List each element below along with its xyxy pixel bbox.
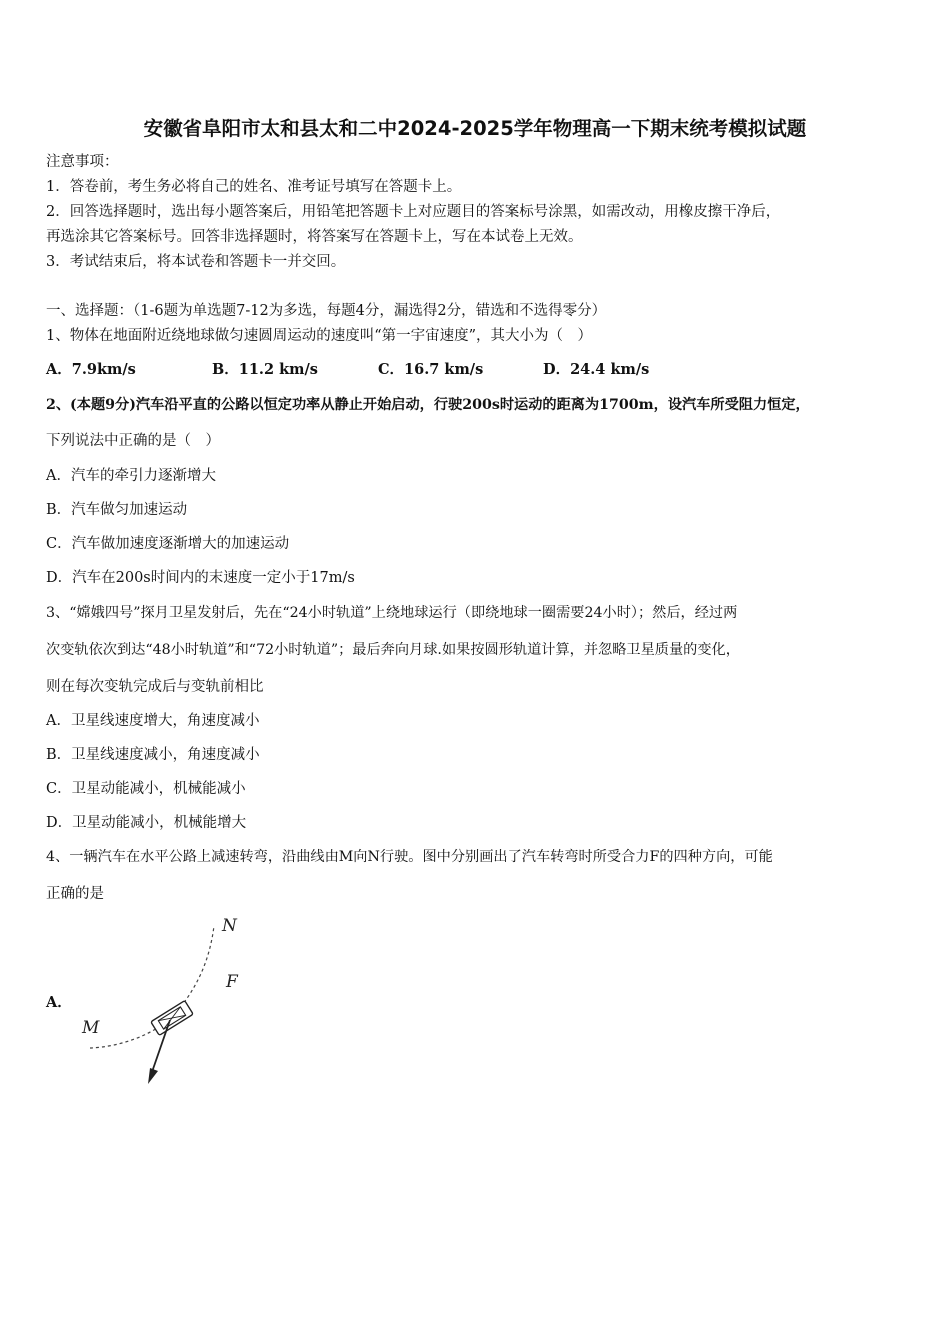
label-m: M: [82, 1018, 100, 1038]
question-1-option-c: C．16.7 km/s: [378, 361, 484, 378]
question-2-option-a: A．汽车的牵引力逐渐增大: [46, 468, 216, 484]
force-arrow-head: [148, 1068, 158, 1084]
path-curve: [90, 926, 214, 1048]
page-title: 安徽省阜阳市太和县太和二中2024-2025学年物理高一下期末统考模拟试题: [143, 117, 807, 140]
question-4-figure-a: [70, 912, 260, 1092]
notice-item-2: 2．回答选择题时，选出每小题答案后，用铅笔把答题卡上对应题目的答案标号涂黑，如需改动，用橡皮擦干净后，: [46, 204, 781, 220]
label-n: N: [222, 916, 237, 936]
notice-item-2-continued: 再选涂其它答案标号。回答非选择题时，将答案写在答题卡上，写在本试卷上无效。: [46, 229, 583, 245]
question-4-stem-line-1: 4、一辆汽车在水平公路上减速转弯，沿曲线由M向N行驶。图中分别画出了汽车转弯时所受合力F的四种方向，可能: [46, 849, 773, 865]
question-3-option-c: C．卫星动能减小，机械能减小: [46, 781, 246, 797]
question-2-stem-line-2: 下列说法中正确的是（ ）: [46, 433, 220, 449]
notice-header: 注意事项：: [46, 154, 119, 170]
notice-item-1: 1．答卷前，考生务必将自己的姓名、准考证号填写在答题卡上。: [46, 179, 462, 195]
section-heading: 一、选择题：（1-6题为单选题7-12为多选，每题4分，漏选得2分，错选和不选得零分）: [46, 303, 607, 319]
curve-diagram: [70, 912, 260, 1092]
question-1-option-d: D．24.4 km/s: [543, 361, 650, 378]
notice-item-3: 3．考试结束后，将本试卷和答题卡一并交回。: [46, 254, 346, 270]
question-3-stem-line-2: 次变轨依次到达“48小时轨道”和“72小时轨道”；最后奔向月球.如果按圆形轨道计算，并忽略卫星质量的变化，: [46, 642, 740, 658]
question-2-stem-line-1: 2、(本题9分)汽车沿平直的公路以恒定功率从静止开始启动，行驶200s时运动的距离为1700m，设汽车所受阻力恒定，: [46, 397, 810, 413]
question-2-option-c: C．汽车做加速度逐渐增大的加速运动: [46, 536, 290, 552]
question-4-stem-line-2: 正确的是: [46, 886, 104, 902]
question-1-option-b: B．11.2 km/s: [212, 361, 318, 378]
question-1-stem: 1、物体在地面附近绕地球做匀速圆周运动的速度叫“第一宇宙速度”，其大小为（ ）: [46, 328, 593, 344]
question-3-option-b: B．卫星线速度减小，角速度减小: [46, 747, 260, 763]
question-3-stem-line-3: 则在每次变轨完成后与变轨前相比: [46, 679, 264, 695]
question-4-option-a-label: A．: [46, 994, 72, 1011]
question-3-stem-line-1: 3、“嫦娥四号”探月卫星发射后，先在“24小时轨道”上绕地球运行（即绕地球一圈需要24小时）；然后，经过两: [46, 605, 738, 621]
question-2-option-b: B．汽车做匀加速运动: [46, 502, 188, 518]
question-2-option-d: D．汽车在200s时间内的末速度一定小于17m/s: [46, 570, 355, 586]
label-f: F: [226, 972, 238, 992]
question-1-option-a: A．7.9km/s: [46, 361, 136, 378]
question-3-option-d: D．卫星动能减小，机械能增大: [46, 815, 247, 831]
car-icon: [151, 1001, 193, 1036]
question-3-option-a: A．卫星线速度增大，角速度减小: [46, 713, 260, 729]
